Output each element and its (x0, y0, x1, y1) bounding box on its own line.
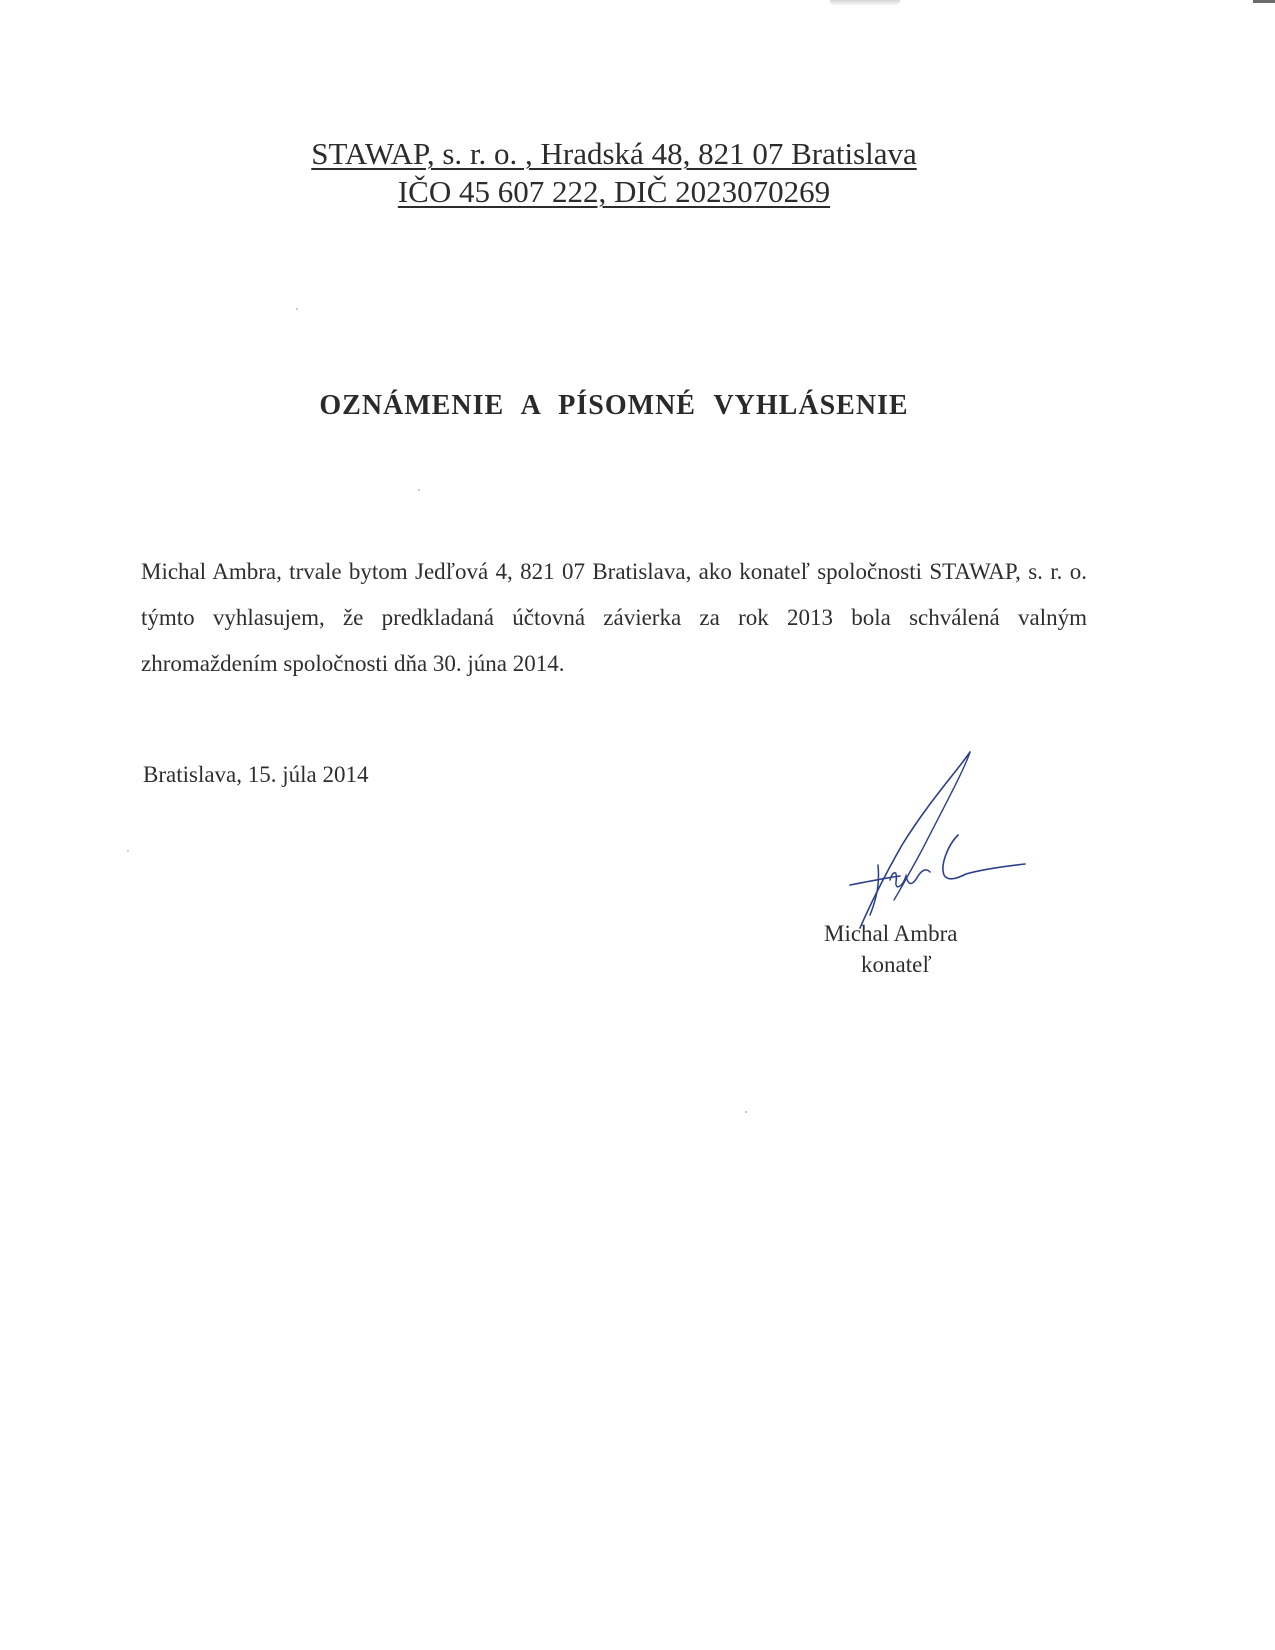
document-title: OZNÁMENIE A PÍSOMNÉ VYHLÁSENIE (319, 390, 909, 421)
signer-name: Michal Ambra (824, 921, 958, 946)
scan-speck (296, 308, 298, 310)
header-line-ids: IČO 45 607 222, DIČ 2023070269 (397, 174, 831, 209)
signer-role: konateľ (861, 952, 932, 977)
handwritten-signature (840, 750, 1040, 935)
scan-speck (127, 850, 129, 852)
company-header (0, 135, 1228, 211)
scan-corner-mark (1253, 0, 1275, 3)
scan-speck (418, 489, 420, 491)
header-line-address: STAWAP, s. r. o. , Hradská 48, 821 07 Bratislava (311, 136, 917, 171)
scan-edge-shadow (830, 0, 900, 6)
declaration-text: Michal Ambra, trvale bytom Jedľová 4, 821 07 Bratislava, ako konateľ spoločnosti STAWAP, s. r. o. týmto vyhlasujem, že predkladaná účtovná závierka za rok 2013 bola schválená valným zhromaždením spoločnosti dňa 30. júna 2014. (141, 559, 1087, 676)
place-and-date: Bratislava, 15. júla 2014 (143, 762, 369, 787)
scan-speck (745, 1111, 747, 1113)
